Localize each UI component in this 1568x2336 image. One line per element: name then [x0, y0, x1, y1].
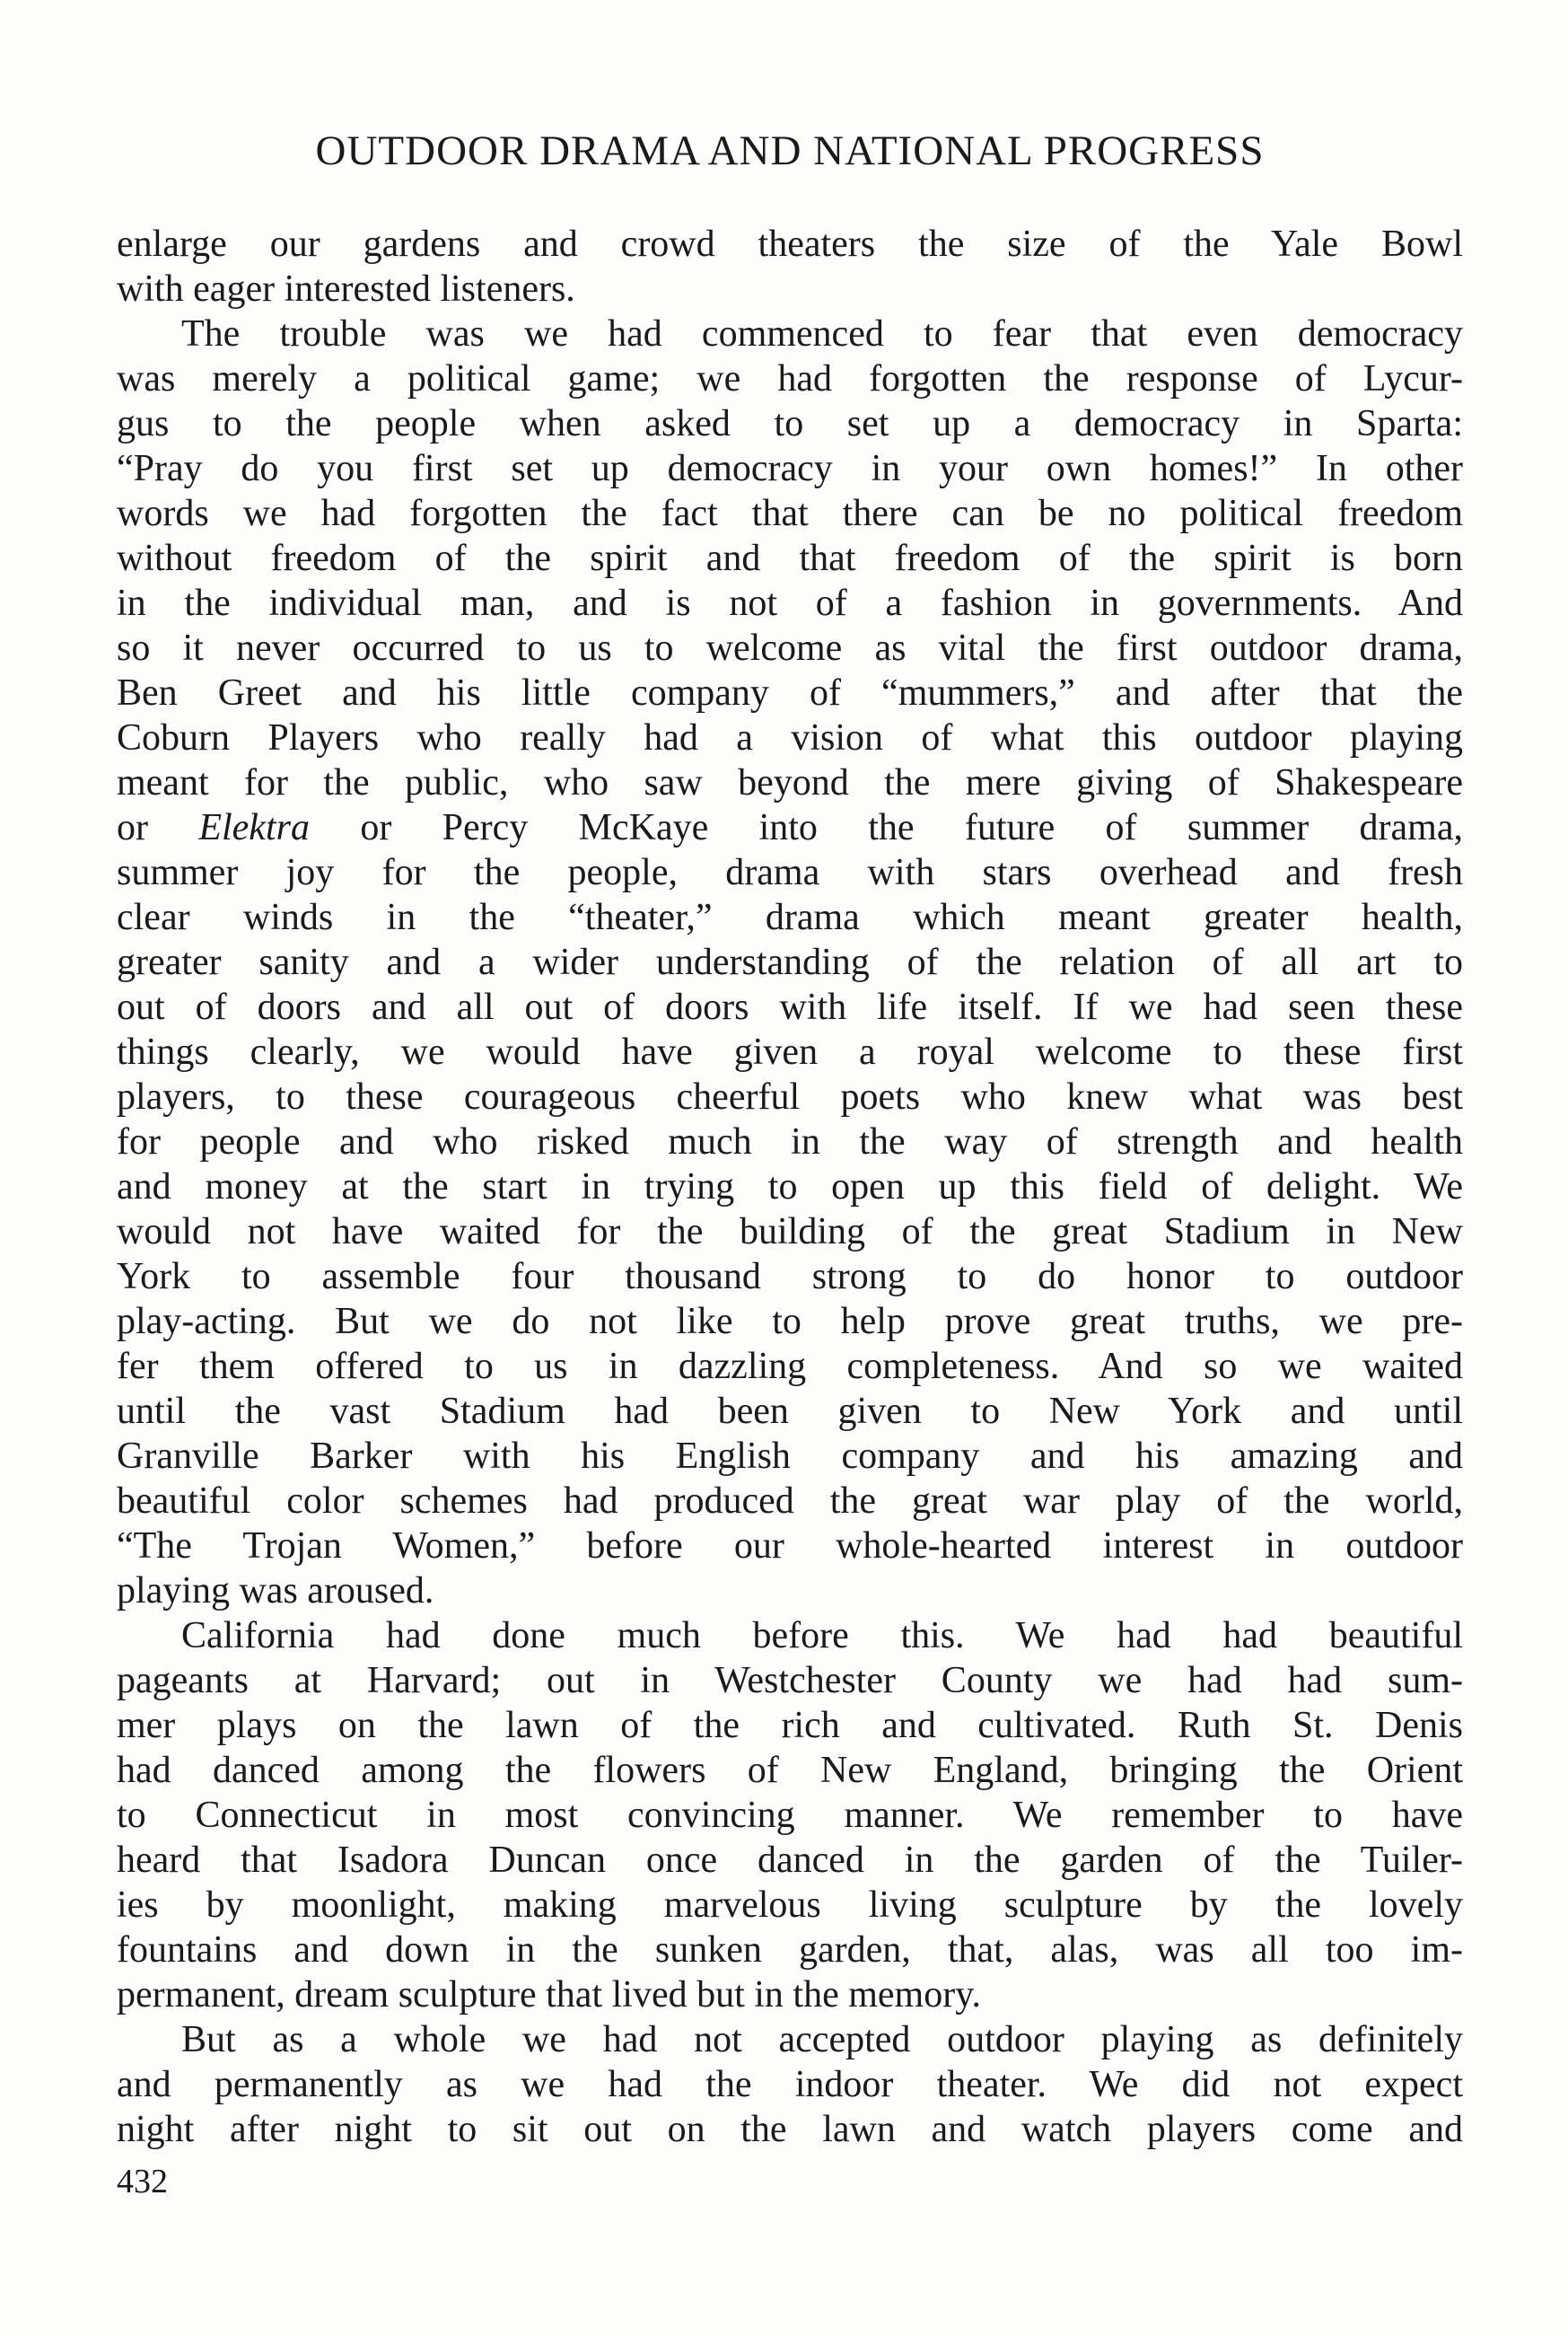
text-line: players, to these courageous cheerful poets who knew what was best — [117, 1076, 1463, 1118]
text-line: California had done much before this. We had had beautiful — [181, 1615, 1463, 1656]
text-line: to Connecticut in most convincing manner. We remember to have — [117, 1795, 1463, 1836]
text-line: gus to the people when asked to set up a democracy in Sparta: — [117, 403, 1463, 444]
text-line: out of doors and all out of doors with life itself. If we had seen these — [117, 987, 1463, 1028]
text-line: meant for the public, who saw beyond the mere giving of Shakespeare — [117, 762, 1463, 804]
text-line: until the vast Stadium had been given to New York and until — [117, 1391, 1463, 1432]
text-line: and permanently as we had the indoor theater. We did not expect — [117, 2064, 1463, 2105]
text-line: The trouble was we had commenced to fear that even democracy — [181, 313, 1463, 355]
text-line: so it never occurred to us to welcome as vital the first outdoor drama, — [117, 628, 1463, 669]
text-line: words we had forgotten the fact that there can be no political freedom — [117, 493, 1463, 534]
text-line: “The Trojan Women,” before our whole-hearted interest in outdoor — [117, 1525, 1463, 1567]
text-line: night after night to sit out on the lawn and watch players come and — [117, 2109, 1463, 2150]
text-line: had danced among the flowers of New England, bringing the Orient — [117, 1750, 1463, 1791]
text-line: with eager interested listeners. — [117, 268, 575, 310]
text-line: fer them offered to us in dazzling completeness. And so we waited — [117, 1346, 1463, 1387]
text-line: heard that Isadora Duncan once danced in the garden of the Tuiler- — [117, 1840, 1463, 1881]
text-line: permanent, dream sculpture that lived but in the memory. — [117, 1974, 981, 2015]
text-line: was merely a political game; we had forgotten the response of Lycur- — [117, 358, 1463, 400]
text-line: things clearly, we would have given a royal welcome to these first — [117, 1032, 1463, 1073]
body-text — [117, 222, 1463, 2152]
page-number: 432 — [117, 2163, 168, 2200]
text-line: Ben Greet and his little company of “mummers,” and after that the — [117, 672, 1463, 714]
text-line: summer joy for the people, drama with stars overhead and fresh — [117, 852, 1463, 893]
italic-title: Elektra — [198, 807, 310, 848]
text-run: or — [117, 807, 199, 848]
text-line: York to assemble four thousand strong to do honor to outdoor — [117, 1256, 1463, 1297]
text-line: enlarge our gardens and crowd theaters the size of the Yale Bowl — [117, 224, 1463, 265]
text-line: ies by moonlight, making marvelous living sculpture by the lovely — [117, 1884, 1463, 1926]
text-line: and money at the start in trying to open up this field of delight. We — [117, 1166, 1463, 1208]
text-line: beautiful color schemes had produced the great war play of the world, — [117, 1480, 1463, 1522]
text-line: Granville Barker with his English company and his amazing and — [117, 1436, 1463, 1477]
text-line: in the individual man, and is not of a fashion in governments. And — [117, 583, 1463, 624]
text-line: Coburn Players who really had a vision of what this outdoor playing — [117, 717, 1463, 759]
text-line: But as a whole we had not accepted outdoor playing as definitely — [181, 2019, 1463, 2060]
text-line: pageants at Harvard; out in Westchester County we had had sum- — [117, 1660, 1463, 1701]
text-line: “Pray do you first set up democracy in your own homes!” In other — [117, 448, 1463, 489]
text-line: clear winds in the “theater,” drama which meant greater health, — [117, 897, 1463, 938]
text-line: for people and who risked much in the way of strength and health — [117, 1121, 1463, 1163]
text-line: fountains and down in the sunken garden, that, alas, was all too im- — [117, 1929, 1463, 1971]
text-line: play-acting. But we do not like to help prove great truths, we pre- — [117, 1301, 1463, 1342]
text-line — [117, 805, 1463, 850]
running-head: OUTDOOR DRAMA AND NATIONAL PROGRESS — [315, 127, 1265, 174]
text-line: mer plays on the lawn of the rich and cultivated. Ruth St. Denis — [117, 1705, 1463, 1746]
text-run: or Percy McKaye into the future of summer drama, — [309, 807, 1463, 848]
text-line: playing was aroused. — [117, 1570, 434, 1611]
text-line: greater sanity and a wider understanding of the relation of all art to — [117, 942, 1463, 983]
text-line: would not have waited for the building of the great Stadium in New — [117, 1211, 1463, 1252]
text-line: without freedom of the spirit and that freedom of the spirit is born — [117, 538, 1463, 579]
